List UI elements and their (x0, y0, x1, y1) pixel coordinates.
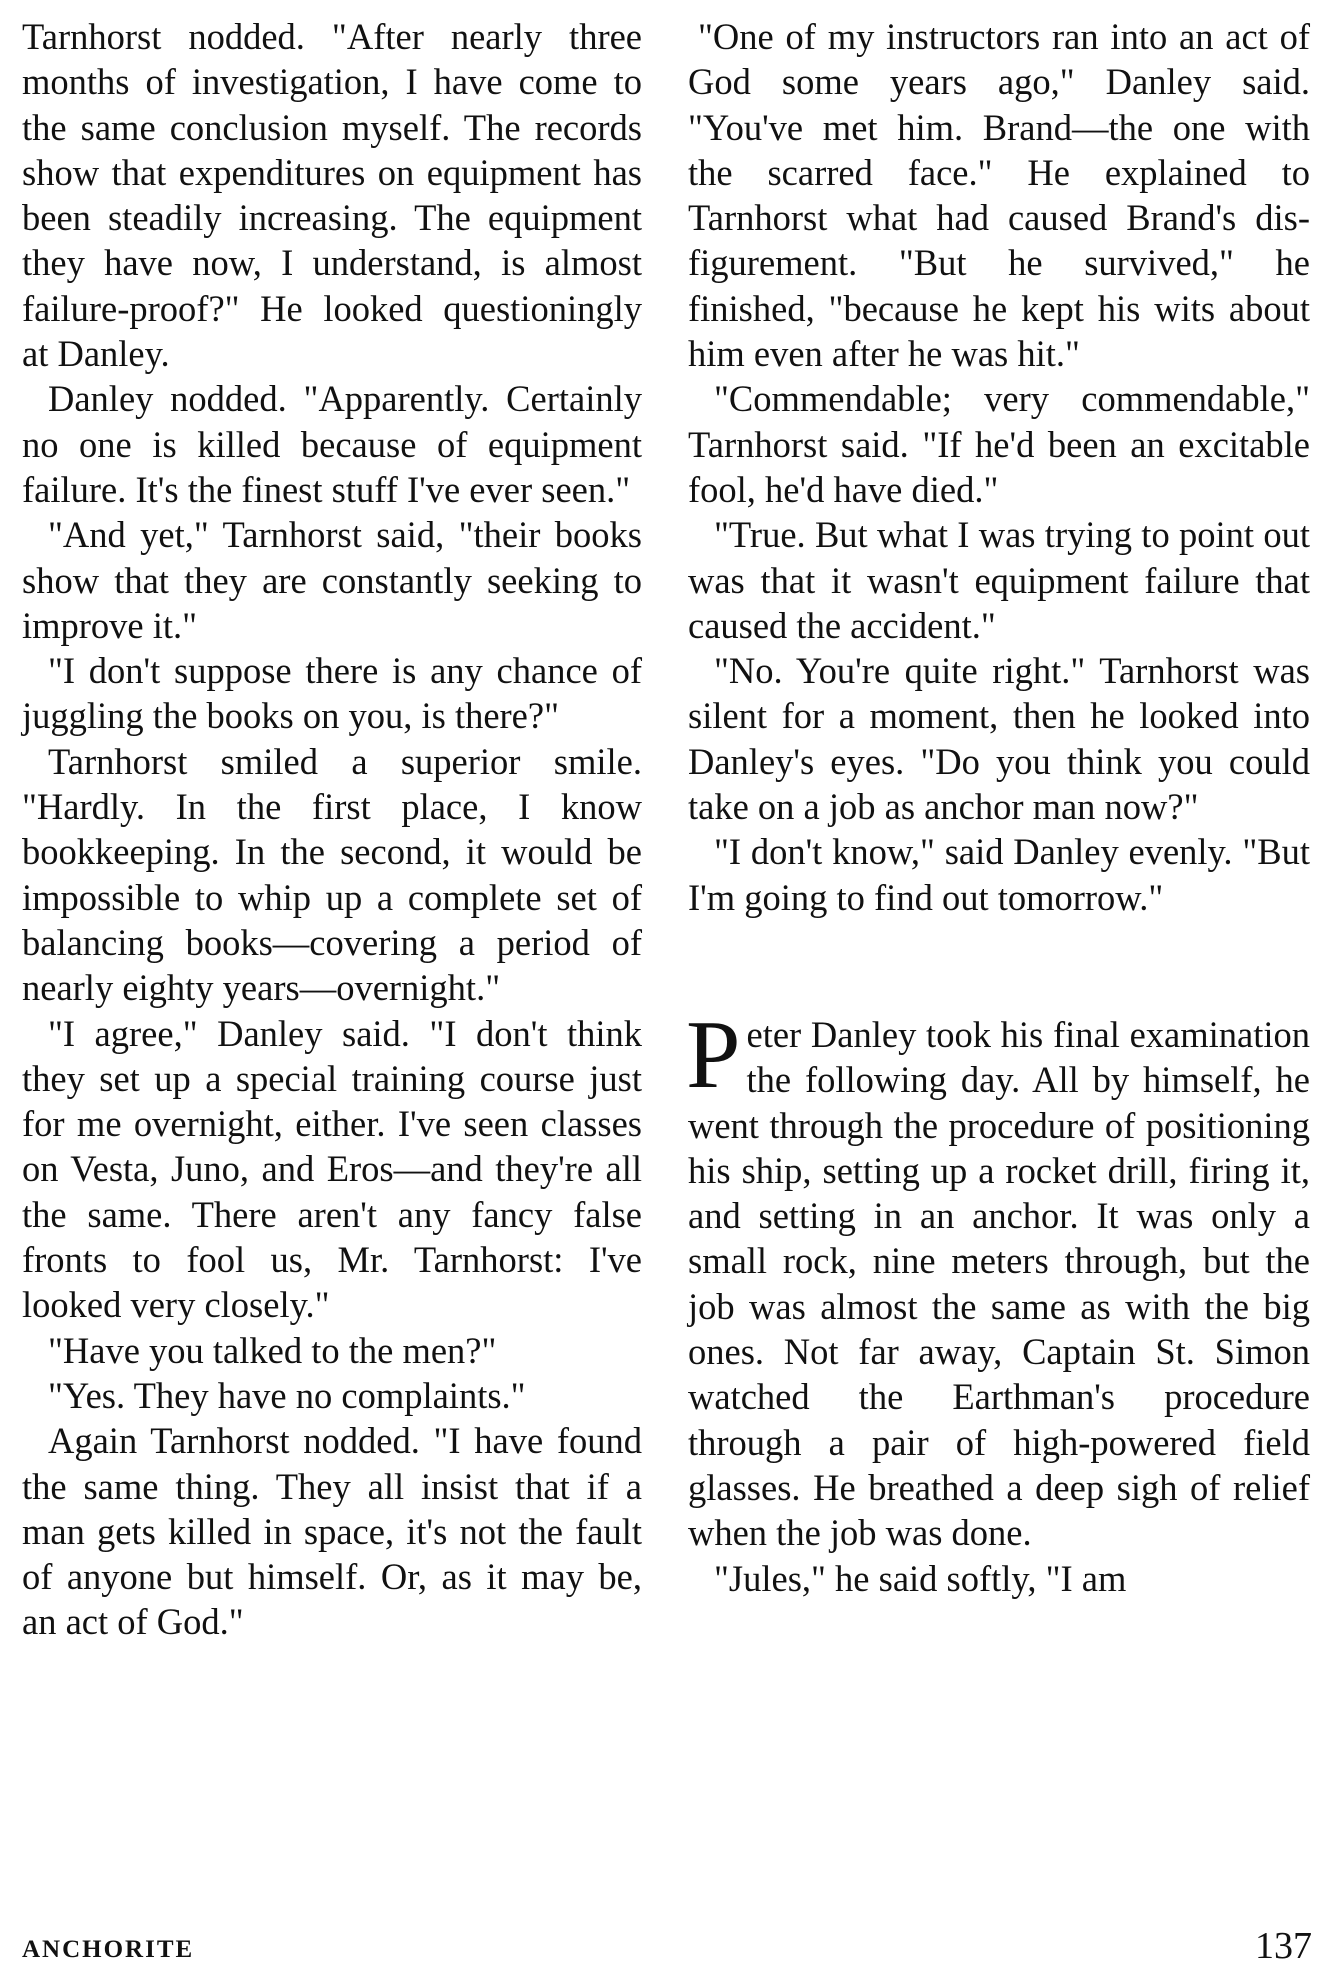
section-opening-paragraph (686, 1000, 1310, 1556)
paragraph: "Commendable; very commendable," Tarnhorst said. "If he'd been an excitable fool, he'd have died." (688, 378, 1310, 510)
paragraph: "And yet," Tarnhorst said, "their books show that they are constantly seeking to improve it." (22, 514, 642, 646)
paragraph: Danley nodded. "Apparently. Certainly no one is killed because of equipment failure. It's the finest stuff I've ever seen." (22, 378, 642, 510)
paragraph: "I agree," Danley said. "I don't think they set up a special training course just for me overnight, either. I've seen classes on Vesta, Juno, and Eros—and they're all the same. There aren't any fancy false fronts to fool us, Mr. Tarnhorst: I've looked very closely." (22, 1012, 642, 1326)
page-footer (22, 1924, 1312, 1968)
paragraph: Again Tarnhorst nodded. "I have found the same thing. They all insist that if a man gets killed in space, it's not the fault of anyone but himself. Or, as it may be, an act of God." (22, 1420, 642, 1643)
right-column (688, 14, 1310, 1601)
paragraph-text: eter Danley took his final examination the following day. All by himself, he went through the procedure of positioning his ship, setting up a rocket drill, firing it, and setting in an anchor. It was only a small rock, nine meters through, but the job was almost the same as with the big ones. Not far away, Captain St. Simon watched the Earthman's procedure through a pair of high-powered field glasses. He breathed a deep sigh of relief when the job was done. (688, 1013, 1310, 1554)
paragraph: "Have you talked to the men?" (48, 1329, 497, 1371)
paragraph: "True. But what I was trying to point out was that it wasn't equipment failure that caused the accident." (688, 514, 1310, 646)
page-number: 137 (1255, 1925, 1312, 1967)
paragraph: "One of my instructors ran into an act of God some years ago," Danley said. "You've met him. Brand—the one with the scarred face." He explained to Tarnhorst what had caused Brand's disfigurement. "But he survived," he finished, "because he kept his wits about him even after he was hit." (688, 16, 1310, 375)
paragraph: "Jules," he said softly, "I am (714, 1557, 1127, 1599)
paragraph: Tarnhorst nodded. "After nearly three months of investigation, I have come to the same conclusion myself. The records show that expenditures on equipment has been steadily increasing. The equipment they have now, I understand, is almost failure-proof?" He looked questioningly at Danley. (22, 16, 642, 375)
paragraph: Tarnhorst smiled a superior smile. "Hardly. In the first place, I know bookkeeping. In the second, it would be impossible to whip up a complete set of balancing books—covering a period of nearly eighty years—overnight." (22, 740, 642, 1009)
paragraph: "I don't suppose there is any chance of juggling the books on you, is there?" (22, 650, 642, 737)
paragraph: "No. You're quite right." Tarnhorst was silent for a moment, then he looked into Danley's eyes. "Do you think you could take on a job as anchor man now?" (688, 650, 1310, 828)
paragraph: "Yes. They have no complaints." (48, 1374, 526, 1416)
paragraph: "I don't know," said Danley evenly. "But I'm going to find out tomorrow." (688, 831, 1310, 918)
drop-cap: P (686, 1000, 741, 1109)
left-column (22, 14, 642, 1645)
section-break (688, 920, 1310, 1012)
running-head: ANCHORITE (22, 1936, 195, 1963)
